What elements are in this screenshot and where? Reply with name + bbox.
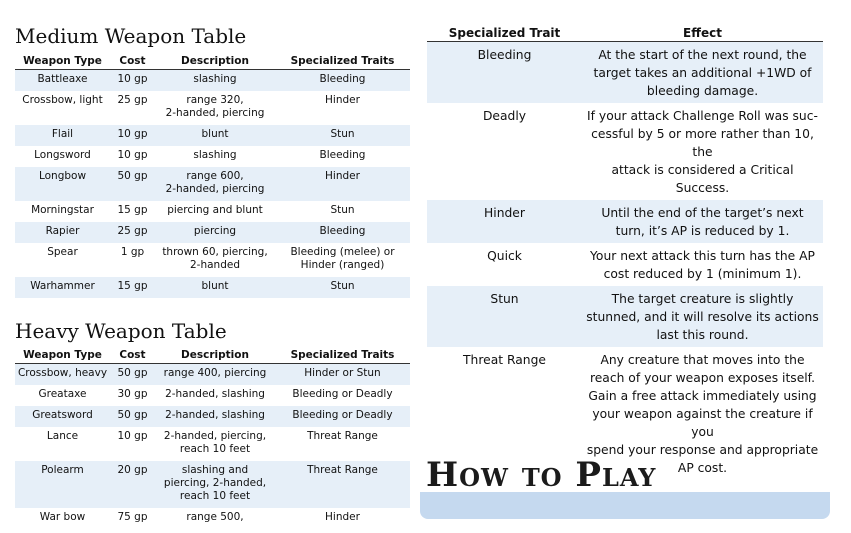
- table-row: [15, 385, 410, 406]
- table-row: [15, 427, 410, 461]
- table-cell: Longsword: [34, 149, 91, 161]
- table-cell: Hinder: [484, 206, 525, 220]
- table-cell: Spear: [47, 246, 78, 258]
- table-cell: 1 gp: [120, 246, 145, 258]
- heavy-header-row: [15, 346, 410, 364]
- table-cell: Greataxe: [38, 388, 87, 400]
- table-cell: Crossbow, light: [22, 94, 103, 106]
- table-cell: 15 gp: [117, 204, 148, 216]
- table-cell: Your next attack this turn has the AP cost reduced by 1 (minimum 1).: [590, 249, 815, 281]
- table-cell: Bleeding or Deadly: [292, 388, 393, 400]
- table-cell: Bleeding (melee) or Hinder (ranged): [290, 246, 395, 271]
- specialized-trait-table: [427, 24, 823, 480]
- table-cell: Warhammer: [30, 280, 95, 292]
- col-specialized-trait: Specialized Trait: [427, 24, 582, 42]
- table-cell: Bleeding: [319, 73, 366, 85]
- table-cell: Stun: [490, 292, 519, 306]
- table-cell: War bow: [39, 511, 86, 523]
- table-row: [427, 42, 823, 104]
- table-cell: 25 gp: [117, 94, 148, 106]
- table-cell: Rapier: [45, 225, 80, 237]
- table-row: [15, 461, 410, 508]
- table-row: [15, 508, 410, 529]
- table-cell: Hinder or Stun: [304, 367, 381, 379]
- table-row: [427, 200, 823, 243]
- col-weapon-type: Weapon Type: [15, 346, 110, 364]
- table-cell: Threat Range: [463, 353, 546, 367]
- table-cell: Hinder: [325, 94, 360, 106]
- table-row: [15, 201, 410, 222]
- table-cell: Crossbow, heavy: [17, 367, 108, 379]
- table-cell: 30 gp: [117, 388, 148, 400]
- table-cell: 20 gp: [117, 464, 148, 476]
- table-row: [15, 70, 410, 92]
- table-cell: Polearm: [41, 464, 84, 476]
- col-effect: Effect: [582, 24, 823, 42]
- table-cell: Any creature that moves into the reach of your weapon exposes itself. Gain a free attack immediately using your weapon against the creature if you spend your response and appropriate AP cost.: [586, 353, 819, 475]
- table-cell: Bleeding: [477, 48, 532, 62]
- table-cell: If your attack Challenge Roll was suc- cessful by 5 or more rather than 10, the attack is considered a Critical Success.: [587, 109, 818, 195]
- table-cell: Lance: [46, 430, 79, 442]
- table-cell: 15 gp: [117, 280, 148, 292]
- table-cell: The target creature is slightly stunned, and it will resolve its actions last this round.: [586, 292, 819, 342]
- medium-table-title: Medium Weapon Table: [15, 24, 247, 48]
- col-cost: Cost: [110, 346, 155, 364]
- table-cell: Battleaxe: [37, 73, 88, 85]
- table-cell: piercing: [193, 225, 237, 237]
- table-row: [427, 286, 823, 347]
- table-row: [15, 125, 410, 146]
- table-row: [15, 364, 410, 386]
- table-cell: piercing and blunt: [167, 204, 263, 216]
- table-cell: 25 gp: [117, 225, 148, 237]
- table-row: [15, 91, 410, 125]
- table-cell: Threat Range: [307, 464, 378, 476]
- col-description: Description: [155, 52, 275, 70]
- table-cell: Longbow: [38, 170, 87, 182]
- col-description: Description: [155, 346, 275, 364]
- heavy-weapon-table: [15, 346, 410, 529]
- table-cell: slashing: [193, 73, 237, 85]
- col-cost: Cost: [110, 52, 155, 70]
- table-row: [15, 222, 410, 243]
- table-cell: Bleeding or Deadly: [292, 409, 393, 421]
- table-row: [15, 406, 410, 427]
- table-row: [15, 277, 410, 298]
- table-cell: blunt: [201, 128, 229, 140]
- col-weapon-type: Weapon Type: [15, 52, 110, 70]
- table-cell: Stun: [330, 280, 355, 292]
- table-row: [15, 146, 410, 167]
- trait-table-body: [427, 42, 823, 481]
- trait-header-row: [427, 24, 823, 42]
- table-cell: 75 gp: [117, 511, 148, 523]
- table-cell: 2-handed, slashing: [165, 388, 265, 400]
- table-cell: thrown 60, piercing, 2-handed: [162, 246, 268, 271]
- medium-weapon-table: [15, 52, 410, 298]
- table-cell: Stun: [330, 204, 355, 216]
- table-cell: Greatsword: [32, 409, 93, 421]
- section-banner: [420, 492, 830, 519]
- col-specialized-traits: Specialized Traits: [275, 346, 410, 364]
- table-cell: Morningstar: [31, 204, 94, 216]
- heavy-table-body: [15, 364, 410, 530]
- table-cell: 2-handed, slashing: [165, 409, 265, 421]
- table-cell: 50 gp: [117, 409, 148, 421]
- table-cell: Hinder: [325, 170, 360, 182]
- table-cell: slashing and piercing, 2-handed, reach 10 feet: [163, 464, 267, 502]
- table-cell: Threat Range: [307, 430, 378, 442]
- table-cell: range 320, 2-handed, piercing: [165, 94, 265, 119]
- right-column: [427, 24, 823, 480]
- table-cell: range 500,: [186, 511, 244, 523]
- table-cell: range 600, 2-handed, piercing: [165, 170, 265, 195]
- table-cell: Hinder: [325, 511, 360, 523]
- medium-header-row: [15, 52, 410, 70]
- table-row: [15, 167, 410, 201]
- table-cell: Quick: [487, 249, 522, 263]
- section-heading: How to Play: [426, 455, 657, 495]
- table-cell: At the start of the next round, the target takes an additional +1WD of bleeding damage.: [593, 48, 812, 98]
- table-cell: Bleeding: [319, 225, 366, 237]
- table-cell: 10 gp: [117, 430, 148, 442]
- table-cell: Stun: [330, 128, 355, 140]
- table-row: [15, 243, 410, 277]
- table-cell: Deadly: [482, 109, 527, 123]
- medium-table-body: [15, 70, 410, 299]
- table-cell: Bleeding: [319, 149, 366, 161]
- heavy-table-title: Heavy Weapon Table: [15, 319, 227, 343]
- table-cell: 10 gp: [117, 149, 148, 161]
- table-cell: Flail: [51, 128, 74, 140]
- table-cell: slashing: [193, 149, 237, 161]
- table-row: [427, 243, 823, 286]
- table-cell: 50 gp: [117, 170, 148, 182]
- table-cell: Until the end of the target’s next turn, it’s AP is reduced by 1.: [601, 206, 804, 238]
- table-cell: 2-handed, piercing, reach 10 feet: [163, 430, 267, 455]
- table-cell: 10 gp: [117, 73, 148, 85]
- table-row: [427, 103, 823, 200]
- col-specialized-traits: Specialized Traits: [275, 52, 410, 70]
- table-cell: 10 gp: [117, 128, 148, 140]
- table-cell: blunt: [201, 280, 229, 292]
- table-cell: 50 gp: [117, 367, 148, 379]
- table-cell: range 400, piercing: [163, 367, 267, 379]
